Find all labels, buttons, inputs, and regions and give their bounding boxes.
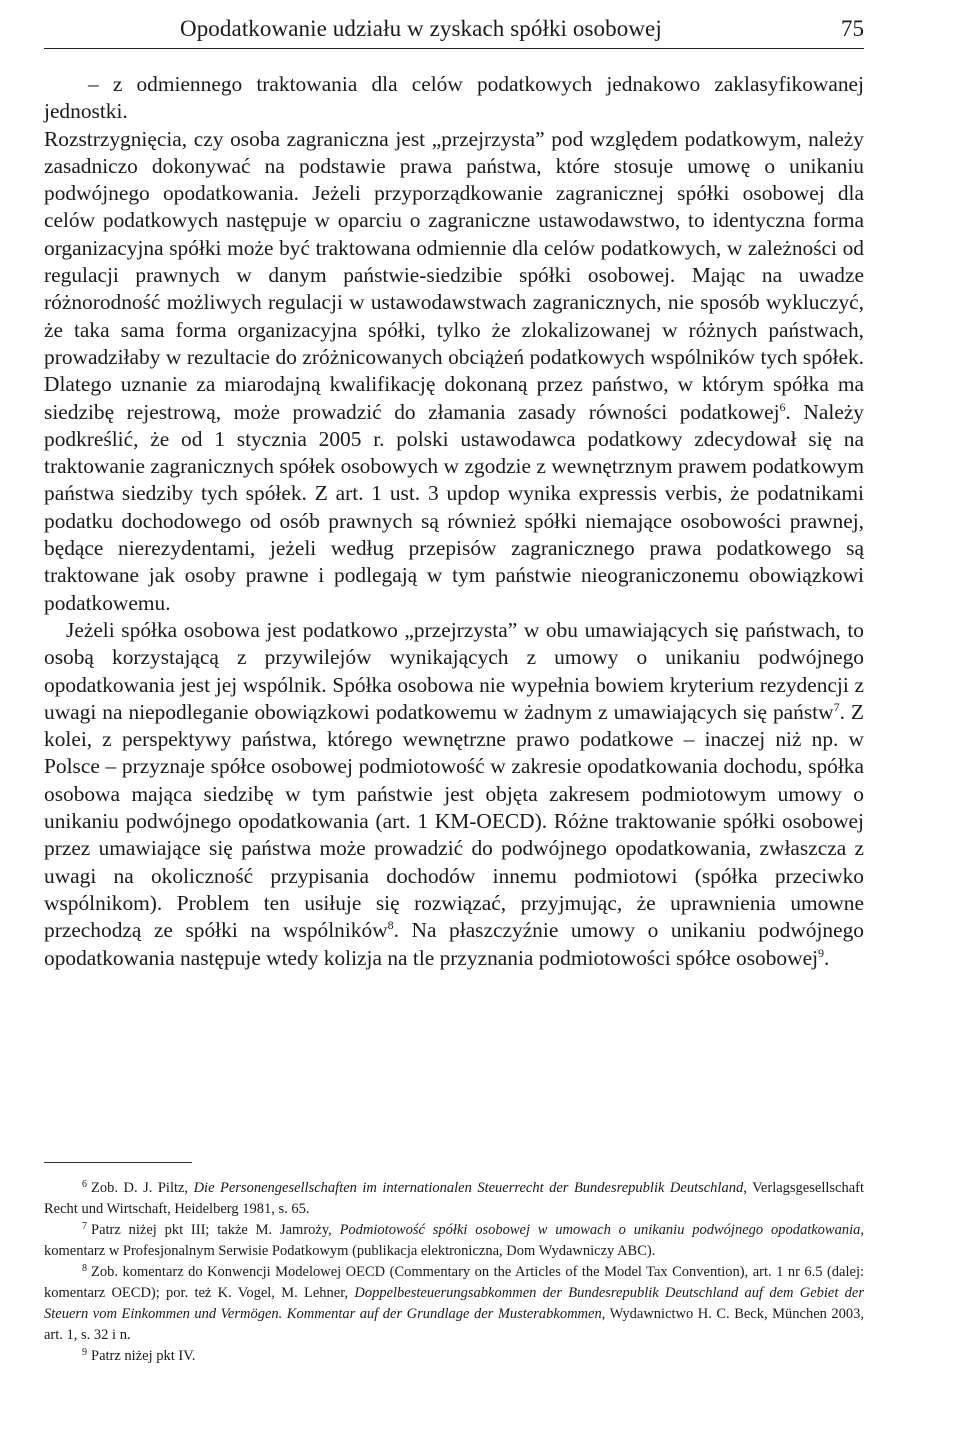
running-header [44, 14, 864, 49]
footnote-text: Patrz niżej pkt IV. [91, 1348, 196, 1364]
footnote-text: , Wydawnictwo H. C. Beck, München 2003, art. 1, s. 32 i n. [44, 1306, 865, 1343]
footnote-mark: 9 [82, 1347, 87, 1358]
running-title: Opodatkowanie udziału w zyskach spółki osobowej [180, 16, 662, 41]
footnote-title: Doppelbesteuerungsabkommen der Bundesrepublik Deutschland auf dem Gebiet der Steuern vom Einkommen und Vermögen. Kommentar auf der Grundlage der Musterabkommen [44, 1285, 864, 1322]
footnote-ref-8: 8 [387, 918, 394, 933]
paragraph [44, 126, 864, 617]
footnote-ref-7: 7 [833, 699, 840, 714]
footnote-title: Podmiotowość spółki osobowej w umowach o unikaniu podwójnego opodatkowania [339, 1222, 861, 1238]
footnote-ref-6: 6 [779, 399, 786, 414]
footnote-ref-9: 9 [818, 945, 825, 960]
paragraph [44, 617, 864, 972]
footnote-text: Zob. D. J. Piltz, [91, 1180, 194, 1196]
paragraph-text: Jeżeli spółka osobowa jest podatkowo „przejrzysta” w obu umawiających się państwach, to osobą korzystającą z przywilejów wynikających z umowy o unikaniu podwójnego opodatkowania jest jej wspólnik. Spółka osobowa nie wypełnia bowiem kryterium rezydencji z uwagi na niepodleganie obowiązkowi podatkowemu w żadnym z umawiających się państw [44, 617, 864, 724]
paragraph-text: . Z kolei, z perspektywy państwa, którego wewnętrzne prawo podatkowe – inaczej niż np. w Polsce – przyznaje spółce osobowej podmiotowość w zakresie opodatkowania dochodu, spółka osobowa mająca siedzibę w tym państwie jest objęta zakresem podmiotowym umowy o unikaniu podwójnego opodatkowania (art. 1 KM-OECD). Różne traktowanie spółki osobowej przez umawiające się państwa może prowadzić do podwójnego opodatkowania, zwłaszcza z uwagi na okoliczność przypisania dochodów innemu podmiotowi (spółka przeciwko wspólnikom). Problem ten usiłuje się rozwiązać, przyjmując, że uprawnienia umowne przechodzą ze spółki na wspólników [44, 699, 864, 943]
footnote [44, 1346, 864, 1367]
footnote [44, 1262, 864, 1346]
footnote-text: , Verlagsgesellschaft Recht und Wirtschaft, Heidelberg 1981, s. 65. [44, 1180, 864, 1217]
footnote [44, 1220, 864, 1262]
footnote [44, 1178, 864, 1220]
footnote-text: , komentarz w Profesjonalnym Serwisie Podatkowym (publikacja elektroniczna, Dom Wydawniczy ABC). [44, 1222, 864, 1259]
footnotes [44, 1178, 864, 1367]
paragraph-text: . [824, 945, 830, 970]
paragraph-text: – z odmiennego traktowania dla celów podatkowych jednakowo zaklasyfikowanej jednostki. [44, 72, 864, 124]
footnote-separator [44, 1162, 192, 1163]
paragraph-text: . Należy podkreślić, że od 1 stycznia 2005 r. polski ustawodawca podatkowy zdecydował się na traktowanie zagranicznych spółek osobowych w zgodzie z wewnętrznym prawem podatkowym państwa siedziby tych spółek. Z art. 1 ust. 3 updop wynika expressis verbis, że podatnikami podatku dochodowego od osób prawnych są również spółki niemające osobowości prawnej, będące nierezydentami, jeżeli według przepisów zagranicznego prawa podatkowego są traktowane jak osoby prawne i podlegają w tym państwie nieograniczonemu obowiązkowi podatkowemu. [44, 399, 865, 615]
footnote-text: Zob. komentarz do Konwencji Modelowej OECD (Commentary on the Articles of the Model Tax Convention), art. 1 nr 6.5 (dalej: komentarz OECD); por. też K. Vogel, M. Lehner, [44, 1264, 864, 1301]
paragraph-text: . Na płaszczyźnie umowy o unikaniu podwójnego opodatkowania następuje wtedy kolizja na tle przyznania podmiotowości spółce osobowej [44, 918, 864, 970]
footnote-text: Patrz niżej pkt III; także M. Jamroży, [91, 1222, 340, 1238]
footnote-mark: 7 [82, 1221, 87, 1232]
footnote-mark: 8 [82, 1263, 87, 1274]
paragraph-text: Rozstrzygnięcia, czy osoba zagraniczna jest „przejrzysta” pod względem podatkowym, należy zasadniczo dokonywać na podstawie prawa państwa, które stosuje umowę o unikaniu podwójnego opodatkowania. Jeżeli przyporządkowanie zagranicznej spółki osobowej dla celów podatkowych następuje w oparciu o zagraniczne ustawodawstwo, to identyczna forma organizacyjna spółki może być traktowana odmiennie dla celów podatkowych, w zależności od regulacji prawnych w danym państwie-siedzibie spółki osobowej. Mając na uwadze różnorodność możliwych regulacji w ustawodawstwach zagranicznych, nie sposób wykluczyć, że taka sama forma organizacyjna spółki, tylko że zlokalizowanej w różnych państwach, prowadziłaby w rezultacie do zróżnicowanych obciążeń podatkowych wspólników tych spółek. Dlatego uznanie za miarodajną kwalifikację dokonaną przez państwo, w którym spółka ma siedzibę rejestrową, może prowadzić do złamania zasady równości podatkowej [44, 126, 864, 424]
footnote-mark: 6 [82, 1179, 87, 1190]
paragraph-dash-item [44, 71, 864, 126]
main-text [44, 71, 864, 972]
footnote-title: Die Personengesellschaften im internationalen Steuerrecht der Bundesrepublik Deutschland [193, 1180, 744, 1196]
page-number: 75 [841, 16, 864, 41]
